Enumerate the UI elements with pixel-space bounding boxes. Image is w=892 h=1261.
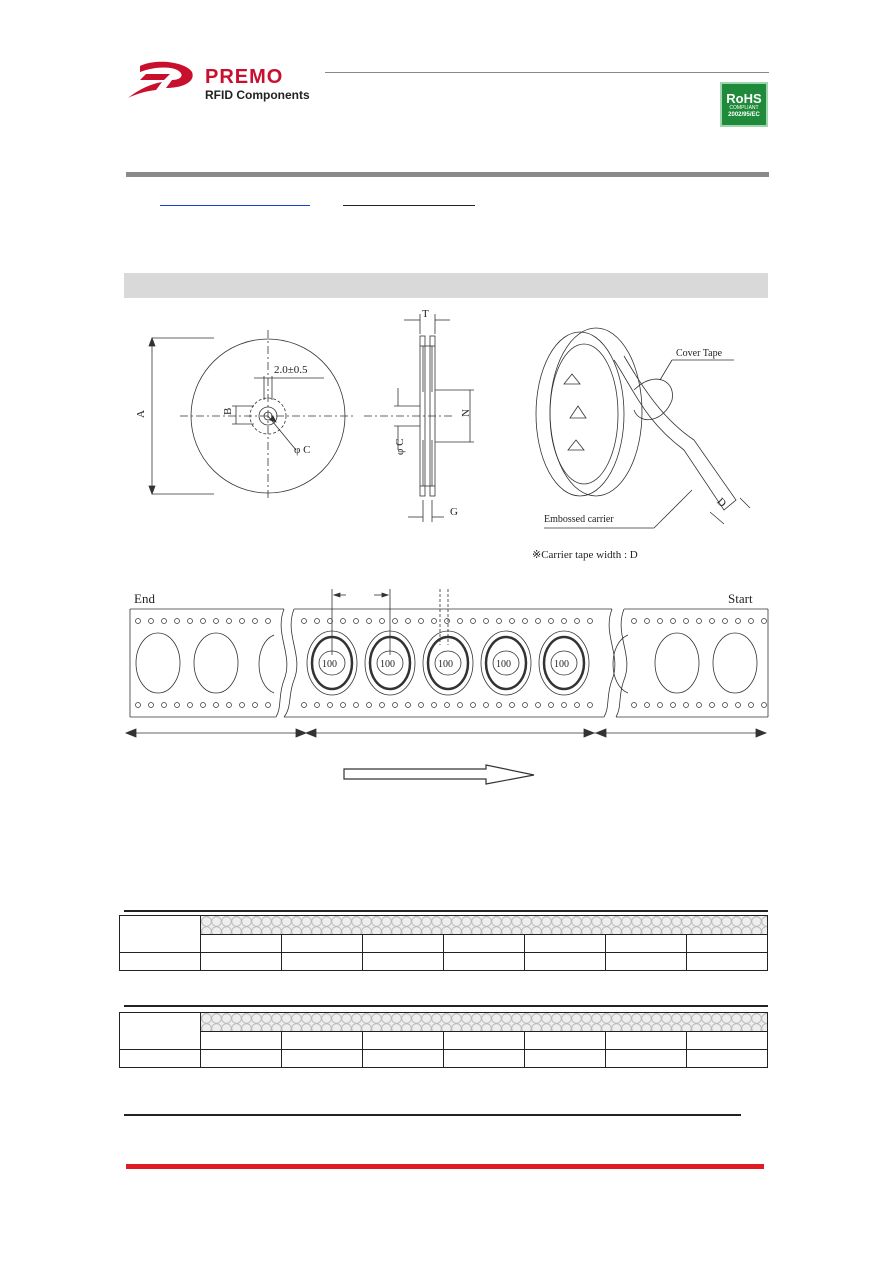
footer-red-bar [126,1164,764,1169]
embossed-carrier-label: Embossed carrier [544,514,614,525]
sprocket-holes-bottom [136,703,767,708]
svg-text:100: 100 [438,659,453,670]
rohs-directive: 2002/95/EC [728,112,760,118]
carrier-note: ※Carrier tape width : D [532,549,638,561]
section-header-bar [124,273,768,298]
dim-T-label: T [422,308,429,320]
svg-text:100: 100 [380,659,395,670]
rohs-title: RoHS [726,91,762,106]
feed-direction-arrow [344,765,534,784]
brand-name: PREMO [205,66,284,88]
dim-A-label: A [135,410,147,418]
premo-logo-icon [126,60,202,102]
table2-top-rule [124,1005,768,1007]
spec-table-1 [119,915,768,971]
dim-B-label: B [222,407,234,415]
dim-G-label: G [450,506,458,518]
table2-hatched-header [201,1013,768,1032]
header-divider [126,172,769,177]
cover-tape-label: Cover Tape [676,348,723,359]
start-label: Start [728,591,753,606]
reel-diagram [124,300,784,570]
rohs-badge [720,82,768,127]
table1-header-cell [120,916,201,953]
svg-text:100: 100 [554,659,569,670]
dim-C-label: φ C [294,444,311,456]
table2-header-cell [120,1013,201,1050]
dim-hole-label: 2.0±0.5 [274,364,308,376]
end-label: End [134,591,155,606]
brand-tagline: RFID Components [205,88,310,102]
svg-text:100: 100 [322,659,337,670]
spec-table-2 [119,1012,768,1068]
dim-D-label: D [714,495,729,510]
table1-hatched-header [201,916,768,935]
sprocket-holes-top [136,619,767,624]
header [0,0,892,180]
dim-C-side-label: φ C [394,438,406,455]
footer-rule [124,1114,741,1116]
header-rule [325,72,769,73]
svg-text:100: 100 [496,659,511,670]
link-underline-1[interactable] [160,205,310,206]
dim-N-label: N [460,409,472,417]
tape-diagram [124,585,774,790]
rohs-compliant: COMPLIANT [729,105,759,111]
table1-top-rule [124,910,768,912]
link-underline-2[interactable] [343,205,475,206]
